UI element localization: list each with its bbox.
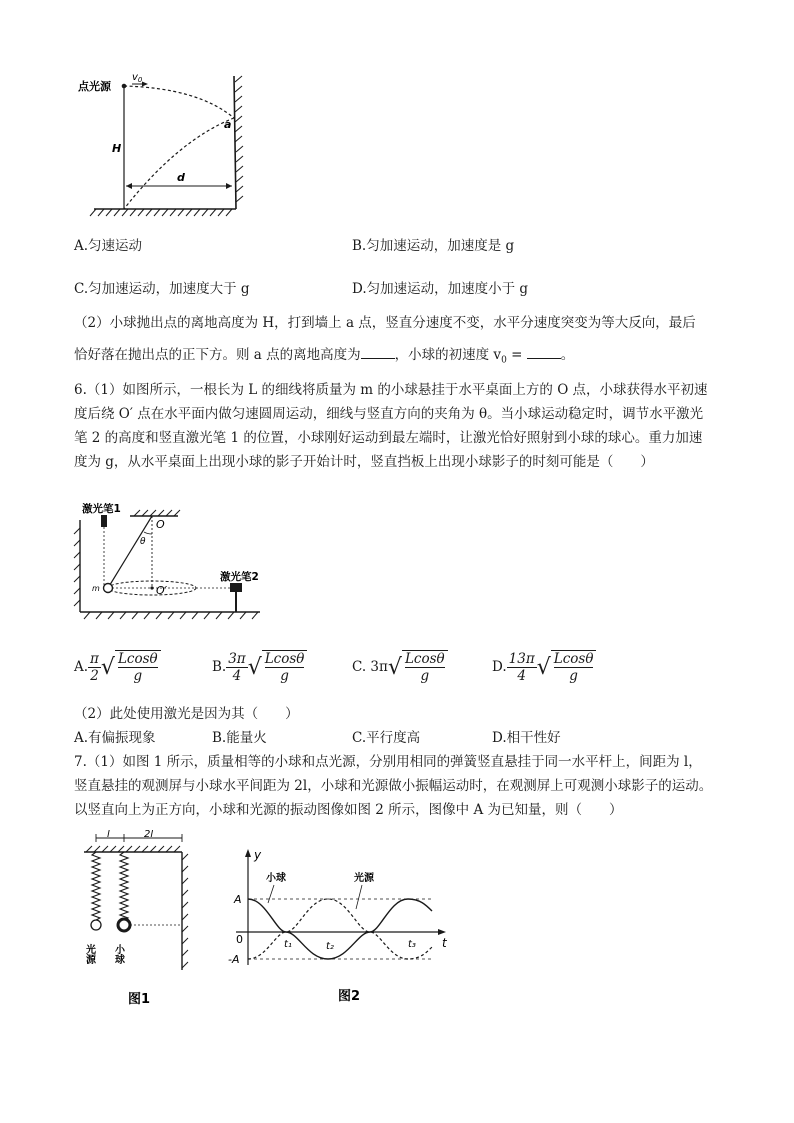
a-label: a [224, 118, 232, 131]
ball-curve-label: 小球 [266, 873, 286, 884]
q6-option-c[interactable]: C. 3π √ $\frac{Lcos\theta}{g}$ [352, 650, 448, 684]
laser-pen-2-label: 激光笔2 [220, 571, 259, 583]
figure-springs [78, 830, 196, 1010]
q5-option-a[interactable]: A.匀速运动 [74, 238, 143, 254]
v0-label: $v_0$ [132, 72, 143, 84]
point-source-label: 点光源 [78, 80, 111, 93]
answer-blank[interactable] [527, 344, 561, 359]
figure-projectile-wall [78, 70, 248, 218]
q5-option-b[interactable]: B.匀加速运动，加速度是 g [352, 238, 515, 254]
q5-part2-line2: 恰好落在抛出点的正下方。则 a 点的离地高度为 ，小球的初速度 $v_0$ = 。 [74, 344, 574, 371]
q7-line3: 以竖直向上为正方向，小球和光源的振动图像如图 2 所示，图像中 A 为已知量，则（ ） [74, 802, 623, 818]
origin-label: 0 [236, 933, 243, 946]
t1-label: t₁ [284, 939, 292, 950]
q6-part2-option-d[interactable]: D.相干性好 [492, 730, 561, 746]
answer-blank[interactable] [361, 344, 395, 359]
O-label: O [156, 518, 165, 531]
q5-option-d[interactable]: D.匀加速运动，加速度小于 g [352, 281, 529, 297]
figure-oscillation-graph [228, 845, 460, 1007]
q6-option-b[interactable]: B. $\frac{3\pi}{4}$ √ $\frac{Lcos\theta}{g}$ [212, 650, 307, 684]
q6-line4: 度为 g，从水平桌面上出现小球的影子开始计时，竖直挡板上出现小球影子的时刻可能是（ ） [74, 454, 654, 470]
q5-part2-line1: （2）小球抛出点的离地高度为 H，打到墙上 a 点，竖直分速度不变，水平分速度突变为等大反向，最后 [74, 315, 696, 331]
q6-part2-option-a[interactable]: A.有偏振现象 [74, 730, 156, 746]
q6-part2-option-b[interactable]: B.能量火 [212, 730, 267, 746]
2l-spacing-label: 2l [144, 830, 154, 840]
A-level-label: A [234, 893, 242, 906]
t2-label: t₂ [326, 941, 334, 952]
q6-part2-stem: （2）此处使用激光是因为其（ ） [74, 706, 299, 722]
figure-conical-pendulum [70, 500, 270, 622]
theta-label: θ [140, 537, 146, 547]
source-curve-label: 光源 [354, 873, 374, 884]
q5-option-c[interactable]: C.匀加速运动，加速度大于 g [74, 281, 250, 297]
l-spacing-label: l [107, 830, 110, 840]
laser-pen-1-label: 激光笔1 [82, 503, 121, 515]
q7-line2: 竖直悬挂的观测屏与小球水平间距为 2l，小球和光源做小振幅运动时，在观测屏上可观测小球影子的运动。 [74, 778, 713, 794]
ball-label: 小球 [112, 944, 124, 964]
q6-line1: 6.（1）如图所示，一根长为 L 的细线将质量为 m 的小球悬挂于水平桌面上方的 O 点，小球获得水平初速 [74, 382, 708, 398]
figure2-caption: 图2 [338, 989, 361, 1004]
m-label: m [92, 584, 100, 593]
q6-option-a[interactable]: A. $\frac{\pi}{2}$ √ $\frac{Lcos\theta}{g}$ [74, 650, 161, 684]
q6-part2-option-c[interactable]: C.平行度高 [352, 730, 421, 746]
O-prime-label: O′ [156, 584, 168, 597]
q6-line3: 笔 2 的高度和竖直激光笔 1 的位置，小球刚好运动到最左端时，让激光恰好照射到小球的球心。重力加速 [74, 430, 703, 446]
t-axis-label: t [442, 936, 447, 950]
figure1-caption: 图1 [128, 992, 151, 1007]
H-label: H [112, 142, 122, 155]
t3-label: t₃ [408, 939, 416, 950]
d-label: d [177, 171, 185, 184]
neg-A-level-label: -A [228, 953, 240, 966]
y-axis-label: y [254, 848, 262, 862]
q6-option-d[interactable]: D. $\frac{13\pi}{4}$ √ $\frac{Lcos\theta}{g}$ [492, 650, 596, 684]
q6-line2: 度后绕 O′ 点在水平面内做匀速圆周运动，细线与竖直方向的夹角为 θ。当小球运动稳定时，调节水平激光 [74, 406, 704, 422]
q7-line1: 7.（1）如图 1 所示，质量相等的小球和点光源，分别用相同的弹簧竖直悬挂于同一水平杆上，间距为 l， [74, 754, 702, 770]
light-source-label: 光源 [83, 944, 95, 964]
